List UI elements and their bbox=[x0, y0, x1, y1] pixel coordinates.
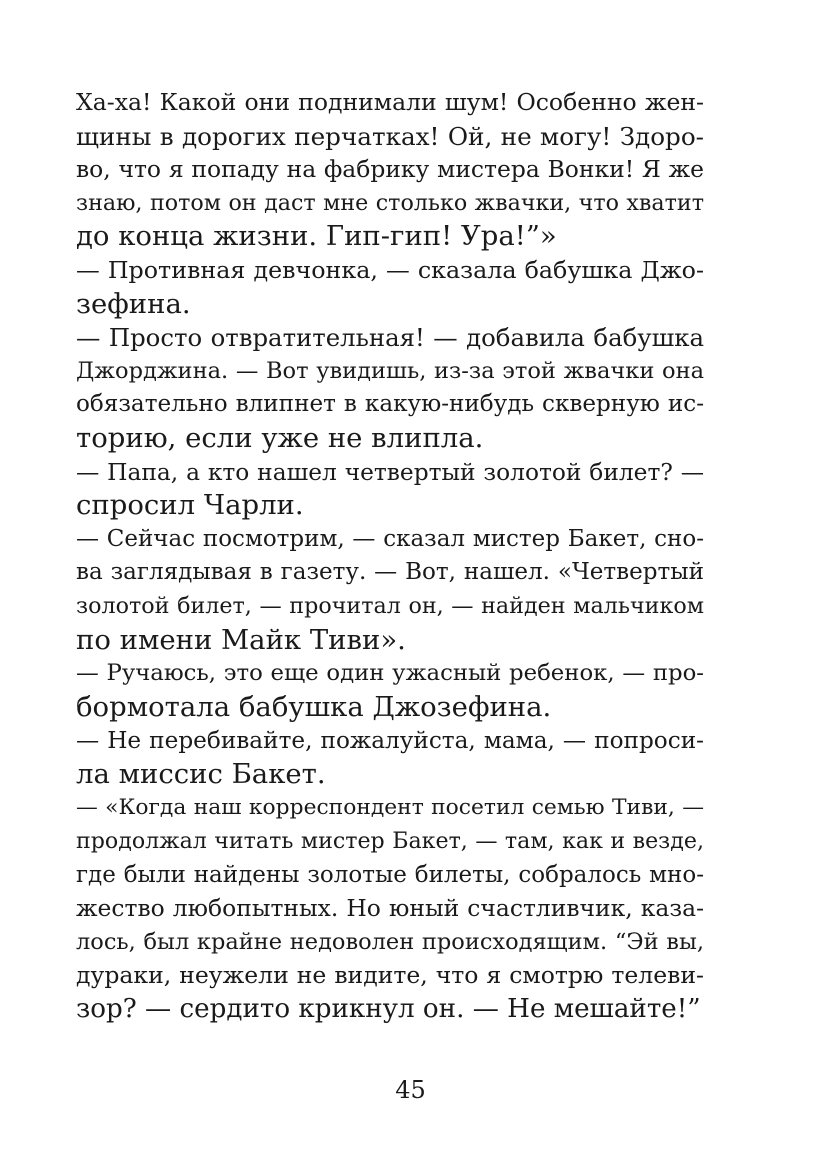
text-line: жество любопытных. Но юный счастливчик, каза- bbox=[76, 894, 704, 923]
text-line: во, что я попаду на фабрику мистера Вонки! Я же bbox=[76, 155, 704, 184]
book-page-text bbox=[76, 86, 704, 1027]
text-line: — Не перебивайте, пожалуйста, мама, — попроси- bbox=[76, 727, 704, 755]
text-line: зефина. bbox=[76, 287, 191, 320]
text-line: знаю, потом он даст мне столько жвачки, что хватит bbox=[76, 189, 704, 216]
text-line: щины в дорогих перчатках! Ой, не могу! Здоро- bbox=[76, 121, 704, 151]
text-line: спросил Чарли. bbox=[76, 489, 304, 522]
text-line: зор? — сердито крикнул он. — Не мешайте!” bbox=[76, 994, 701, 1025]
text-line: Ха-ха! Какой они поднимали шум! Особенно жен- bbox=[76, 88, 704, 116]
text-line: Джорджина. — Вот увидишь, из-за этой жвачки она bbox=[76, 357, 704, 384]
text-line: — Папа, а кто нашел четвертый золотой билет? — bbox=[76, 458, 704, 486]
text-line: — Сейчас посмотрим, — сказал мистер Бакет, сно- bbox=[76, 525, 704, 552]
text-line: — Ручаюсь, это еще один ужасный ребенок, — про- bbox=[76, 660, 704, 687]
text-line: лось, был крайне недоволен происходящим. “Эй вы, bbox=[76, 928, 704, 955]
text-line: обязательно влипнет в какую-нибудь скверную ис- bbox=[76, 391, 704, 418]
text-line: по имени Майк Тиви». bbox=[76, 623, 406, 656]
text-line: торию, если уже не влипла. bbox=[76, 421, 484, 454]
text-line: дураки, неужели не видите, что я смотрю телеви- bbox=[76, 961, 704, 990]
text-line: ла миссис Бакет. bbox=[76, 757, 326, 790]
text-line: до конца жизни. Гип-гип! Ура!”» bbox=[76, 220, 557, 253]
text-line: — Противная девчонка, — сказала бабушка Джо- bbox=[76, 255, 704, 284]
text-line: — «Когда наш корреспондент посетил семью Тиви, — bbox=[76, 795, 704, 821]
text-line: продолжал читать мистер Бакет, — там, как и везде, bbox=[76, 828, 704, 855]
text-line: ва заглядывая в газету. — Вот, нашел. «Четвертый bbox=[76, 559, 704, 586]
text-line: где были найдены золотые билеты, собралось мно- bbox=[76, 861, 704, 888]
text-line: бормотала бабушка Джозефина. bbox=[76, 690, 552, 723]
text-line: золотой билет, — прочитал он, — найден мальчиком bbox=[76, 592, 704, 619]
page-number: 45 bbox=[395, 1076, 426, 1104]
text-line: — Просто отвратительная! — добавила бабушка bbox=[76, 323, 704, 353]
